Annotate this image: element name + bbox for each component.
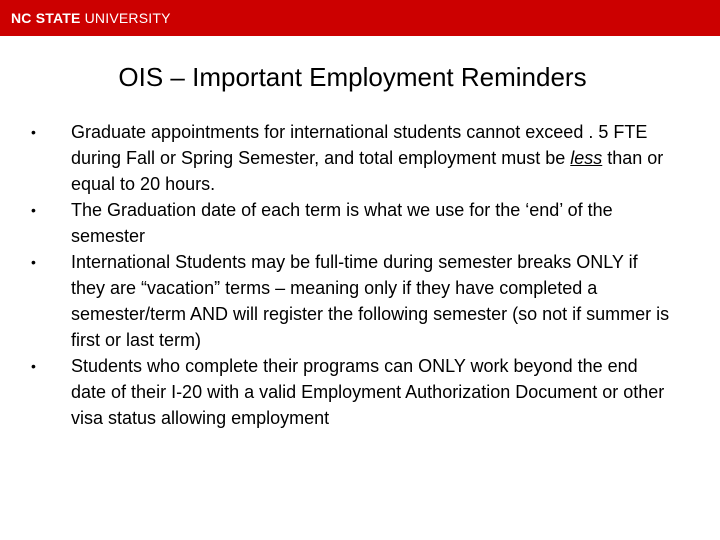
bullet-1-text-start: Graduate appointments for international students cannot exceed . 5 FTE during Fall or Spring Semester, and total employment must be	[71, 122, 648, 168]
bullet-item-4	[31, 353, 671, 431]
logo-bold-text: NC STATE	[11, 10, 81, 26]
university-logo	[11, 9, 171, 27]
slide-title: OIS – Important Employment Reminders	[118, 62, 587, 92]
logo-rest-text: UNIVERSITY	[80, 10, 171, 26]
bullet-1-emphasis: less	[570, 148, 603, 168]
bullet-item-1	[31, 119, 671, 197]
bullet-2-text: The Graduation date of each term is what we use for the ‘end’ of the semester	[71, 200, 613, 246]
bullet-icon: •	[31, 254, 36, 270]
bullet-1-text-end: than or equal to 20 hours.	[71, 148, 664, 194]
bullet-icon: •	[31, 202, 36, 218]
bullet-4-text: Students who complete their programs can ONLY work beyond the end date of their I-20 with a valid Employment Authorization Document or other visa status allowing employment	[71, 356, 665, 428]
bullet-icon: •	[31, 124, 36, 140]
bullet-3-text: International Students may be full-time during semester breaks ONLY if they are “vacation” terms – meaning only if they have completed a semester/term AND will register the following semester (so not if summer is first or last term)	[71, 252, 670, 350]
bullet-icon: •	[31, 358, 36, 374]
header-bar	[0, 0, 720, 36]
bullet-item-3	[31, 249, 671, 353]
bullet-item-2	[31, 197, 671, 249]
bullet-list	[31, 119, 671, 431]
